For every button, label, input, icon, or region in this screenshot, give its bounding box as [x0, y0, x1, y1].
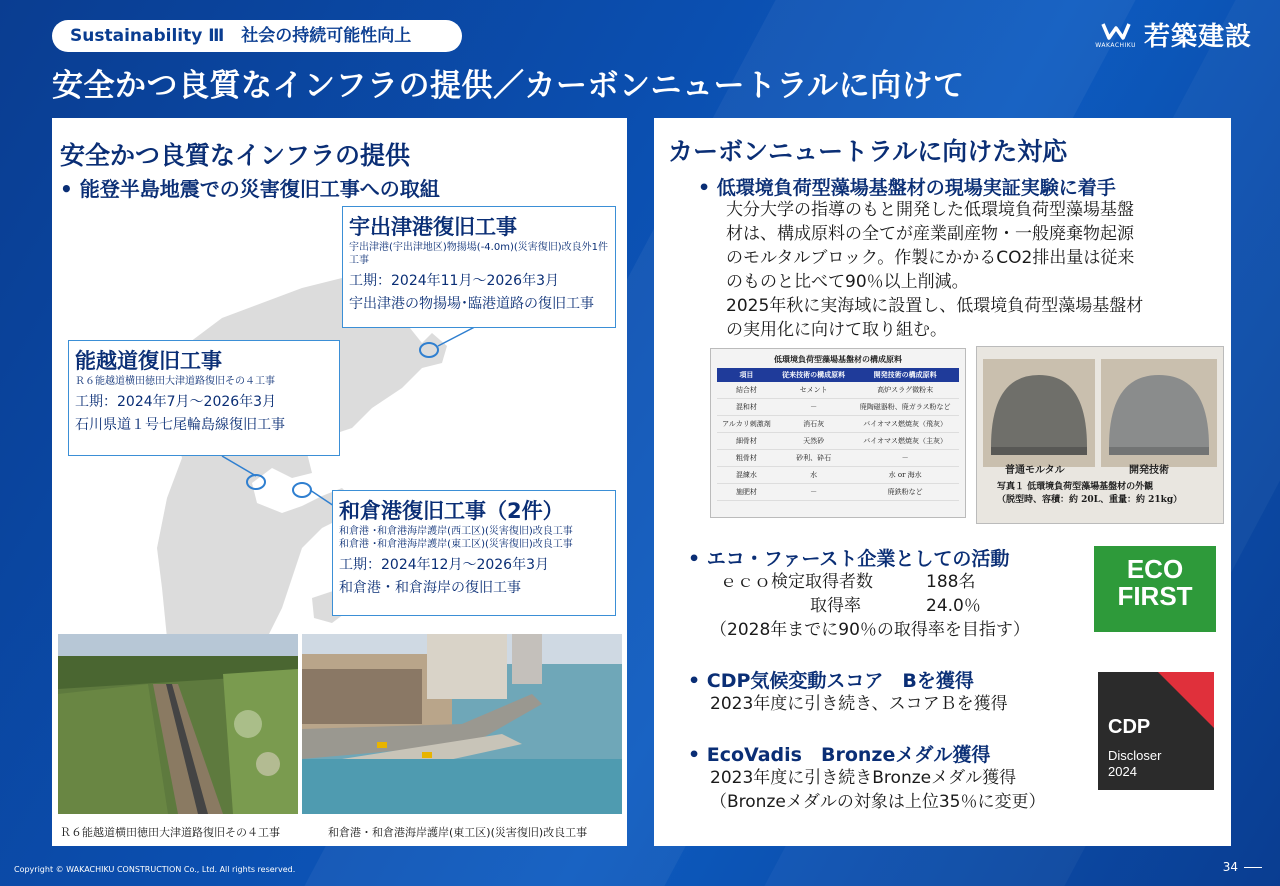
table-row: 混練水 水 水 or 海水: [717, 467, 959, 484]
ecovadis-text-2: （Bronzeメダルの対象は上位35％に変更）: [710, 792, 1046, 812]
table-row: アルカリ刺激剤 消石灰 バイオマス燃焼灰（飛灰）: [717, 416, 959, 433]
eco-target: （2028年までに90％の取得率を目指す）: [710, 620, 1030, 640]
bullet-cdp: • CDP気候変動スコア Bを獲得: [688, 670, 974, 692]
left-bullet: • 能登半島地震での災害復旧工事への取組: [60, 177, 440, 201]
ushitsu-box: 宇出津港復旧工事 宇出津港(宇出津地区)物揚場(-4.0m)(災害復旧)改良外1件工事 工期：2024年11月～2026年3月 宇出津港の物揚場･臨港道路の復旧工事: [342, 206, 616, 328]
section-tag: Sustainability Ⅲ 社会の持続可能性向上: [52, 20, 462, 52]
table-row: 混和材 － 廃陶磁器粉、廃ガラス粉など: [717, 399, 959, 416]
seaweed-description: 大分大学の指導のもと開発した低環境負荷型藻場基盤 材は、構成原料の全てが産業副産物・一般廃棄物起源 のモルタルブロック。作製にかかるCO2排出量は従来 のものと比べて90％以上削減。 2025年秋に実海域に設置し、低環境負荷型藻場基盤材 の実用化に向けて取り組む。: [726, 200, 1144, 340]
wakachiku-logo-icon: [1101, 20, 1131, 42]
right-section-title: カーボンニュートラルに向けた対応: [668, 137, 1068, 166]
eco-stats: ｅｃｏ検定取得者数 188名 取得率 24.0％: [720, 572, 981, 616]
company-logo: WAKACHIKU 若築建設: [1095, 16, 1252, 53]
sample-photo: 普通モルタル 開発技術 写真１ 低環境負荷型藻場基盤材の外観 （脱型時、容積：約 20L、重量：約 21kg）: [976, 346, 1224, 524]
page-number: 34: [1223, 860, 1262, 874]
table-row: 結合材 セメント 高炉スラグ微粉末: [717, 382, 959, 399]
materials-table: 低環境負荷型藻場基盤材の構成原料 項目 従来技術の構成原料 開発技術の構成原料 結合材 セメント 高炉スラグ微粉末 混和材 － 廃陶磁器粉、廃ガラス粉など アルカリ刺激剤 消石灰 バイオマス燃焼灰（飛灰） 細骨材 天然砂 バイオマス燃焼灰（主灰） 粗骨材 砂利、砕石 － 混練水 水 水 or 海水 施肥材 － 廃鉄粉など: [710, 348, 966, 518]
left-section-title: 安全かつ良質なインフラの提供: [60, 141, 411, 170]
left-panel: [52, 118, 627, 846]
ecovadis-text-1: 2023年度に引き続きBronzeメダル獲得: [710, 768, 1017, 788]
table-row: 施肥材 － 廃鉄粉など: [717, 484, 959, 501]
road-photo-caption: Ｒ６能越道横田徳田大津道路復旧その４工事: [60, 826, 280, 839]
right-panel: [654, 118, 1231, 846]
wakura-box: 和倉港復旧工事（2件） 和倉港 ･和倉港海岸護岸(西工区)(災害復旧)改良工事 和倉港 ･和倉港海岸護岸(東工区)(災害復旧)改良工事 工期：2024年12月～2026年3月 和倉港・和倉海岸の復旧工事: [332, 490, 616, 616]
harbor-photo-caption: 和倉港・和倉港海岸護岸(東工区)(災害復旧)改良工事: [328, 826, 588, 839]
harbor-photo: [302, 634, 622, 814]
cdp-badge: CDP Discloser 2024: [1098, 672, 1214, 790]
copyright: Copyright © WAKACHIKU CONSTRUCTION Co., Ltd. All rights reserved.: [14, 865, 296, 874]
table-row: 細骨材 天然砂 バイオマス燃焼灰（主灰）: [717, 433, 959, 450]
logo-name: 若築建設: [1143, 22, 1252, 52]
table-row: 粗骨材 砂利、砕石 －: [717, 450, 959, 467]
page-title: 安全かつ良質なインフラの提供／カーボンニュートラルに向けて: [52, 68, 965, 104]
bullet-ecovadis: • EcoVadis Bronzeメダル獲得: [688, 744, 991, 766]
bullet-eco-first: • エコ・ファースト企業としての活動: [688, 548, 1010, 570]
noetsu-box: 能越道復旧工事 Ｒ６能越道横田徳田大津道路復旧その４工事 工期：2024年7月～2026年3月 石川県道１号七尾輪島線復旧工事: [68, 340, 340, 456]
eco-first-badge: ECO FIRST: [1094, 546, 1216, 632]
bullet-seaweed: • 低環境負荷型藻場基盤材の現場実証実験に着手: [698, 177, 1116, 199]
wakura-marker: [293, 483, 311, 497]
road-photo: [58, 634, 298, 814]
cdp-text: 2023年度に引き続き、スコアＢを獲得: [710, 694, 1008, 714]
